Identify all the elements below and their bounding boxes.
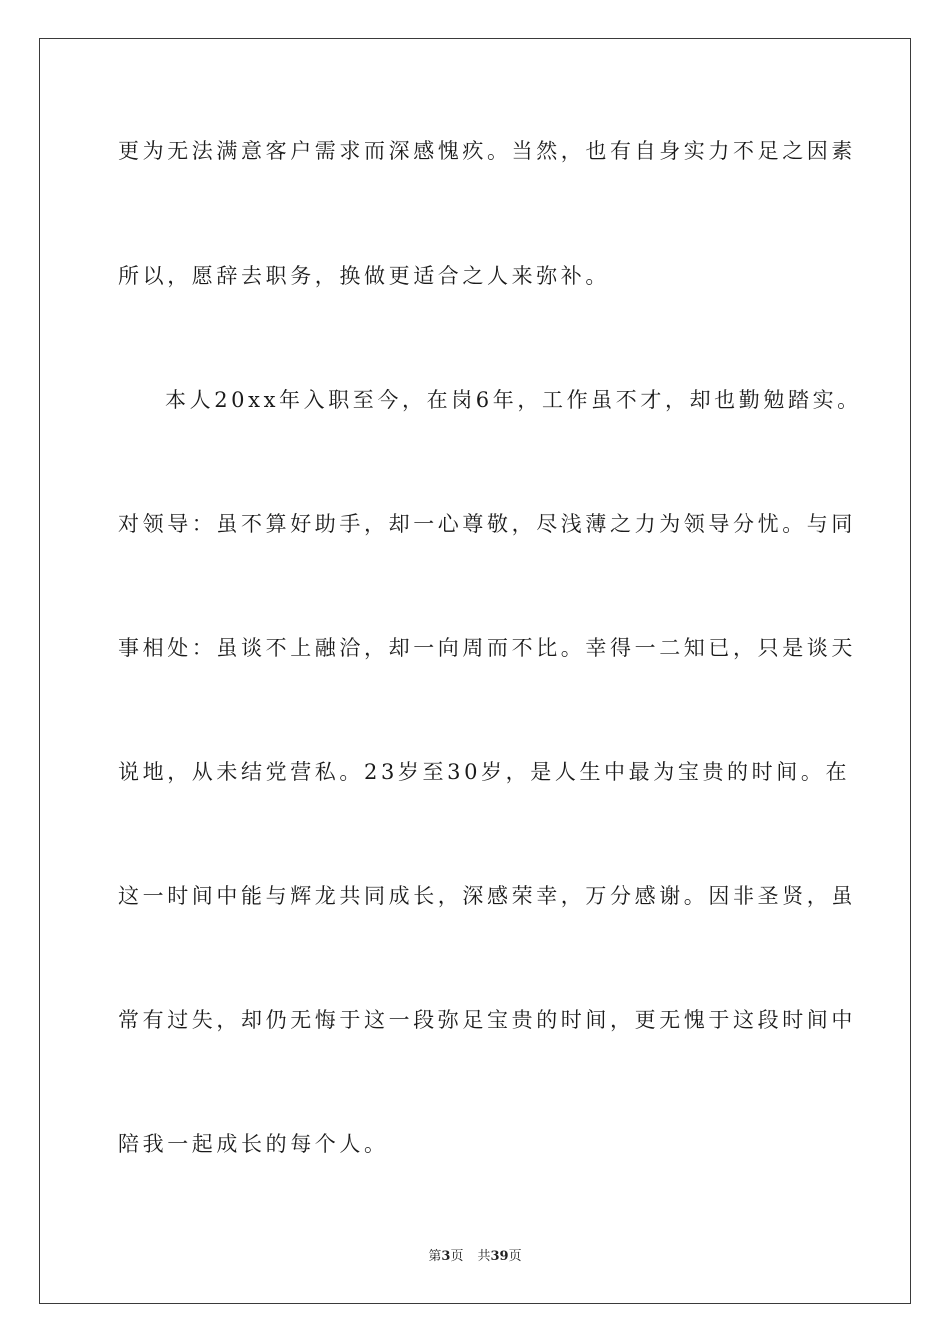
body-line-9: 陪我一起成长的每个人。 <box>118 1132 389 1156</box>
page-border <box>39 38 911 1304</box>
body-line-3: 本人20xx年入职至今，在岗6年，工作虽不才，却也勤勉踏实。 <box>165 388 862 412</box>
body-line-5: 事相处：虽谈不上融洽，却一向周而不比。幸得一二知已，只是谈天 <box>118 636 856 660</box>
body-line-6: 说地，从未结党营私。23岁至30岁，是人生中最为宝贵的时间。在 <box>118 760 851 784</box>
body-line-2: 所以，愿辞去职务，换做更适合之人来弥补。 <box>118 264 610 288</box>
body-line-4: 对领导：虽不算好助手，却一心尊敬，尽浅薄之力为领导分忧。与同 <box>118 512 856 536</box>
page-suffix: 页 <box>450 1249 464 1264</box>
body-line-1: 更为无法满意客户需求而深感愧疚。当然，也有自身实力不足之因素 <box>118 139 856 163</box>
total-prefix: 共 <box>477 1249 491 1264</box>
total-suffix: 页 <box>508 1249 522 1264</box>
total-pages: 39 <box>490 1249 509 1264</box>
body-line-7: 这一时间中能与辉龙共同成长，深感荣幸，万分感谢。因非圣贤，虽 <box>118 884 856 908</box>
page-footer <box>0 1249 950 1265</box>
page-number: 3 <box>441 1249 451 1264</box>
body-line-8: 常有过失，却仍无悔于这一段弥足宝贵的时间，更无愧于这段时间中 <box>118 1008 856 1032</box>
page-prefix: 第 <box>428 1249 442 1264</box>
